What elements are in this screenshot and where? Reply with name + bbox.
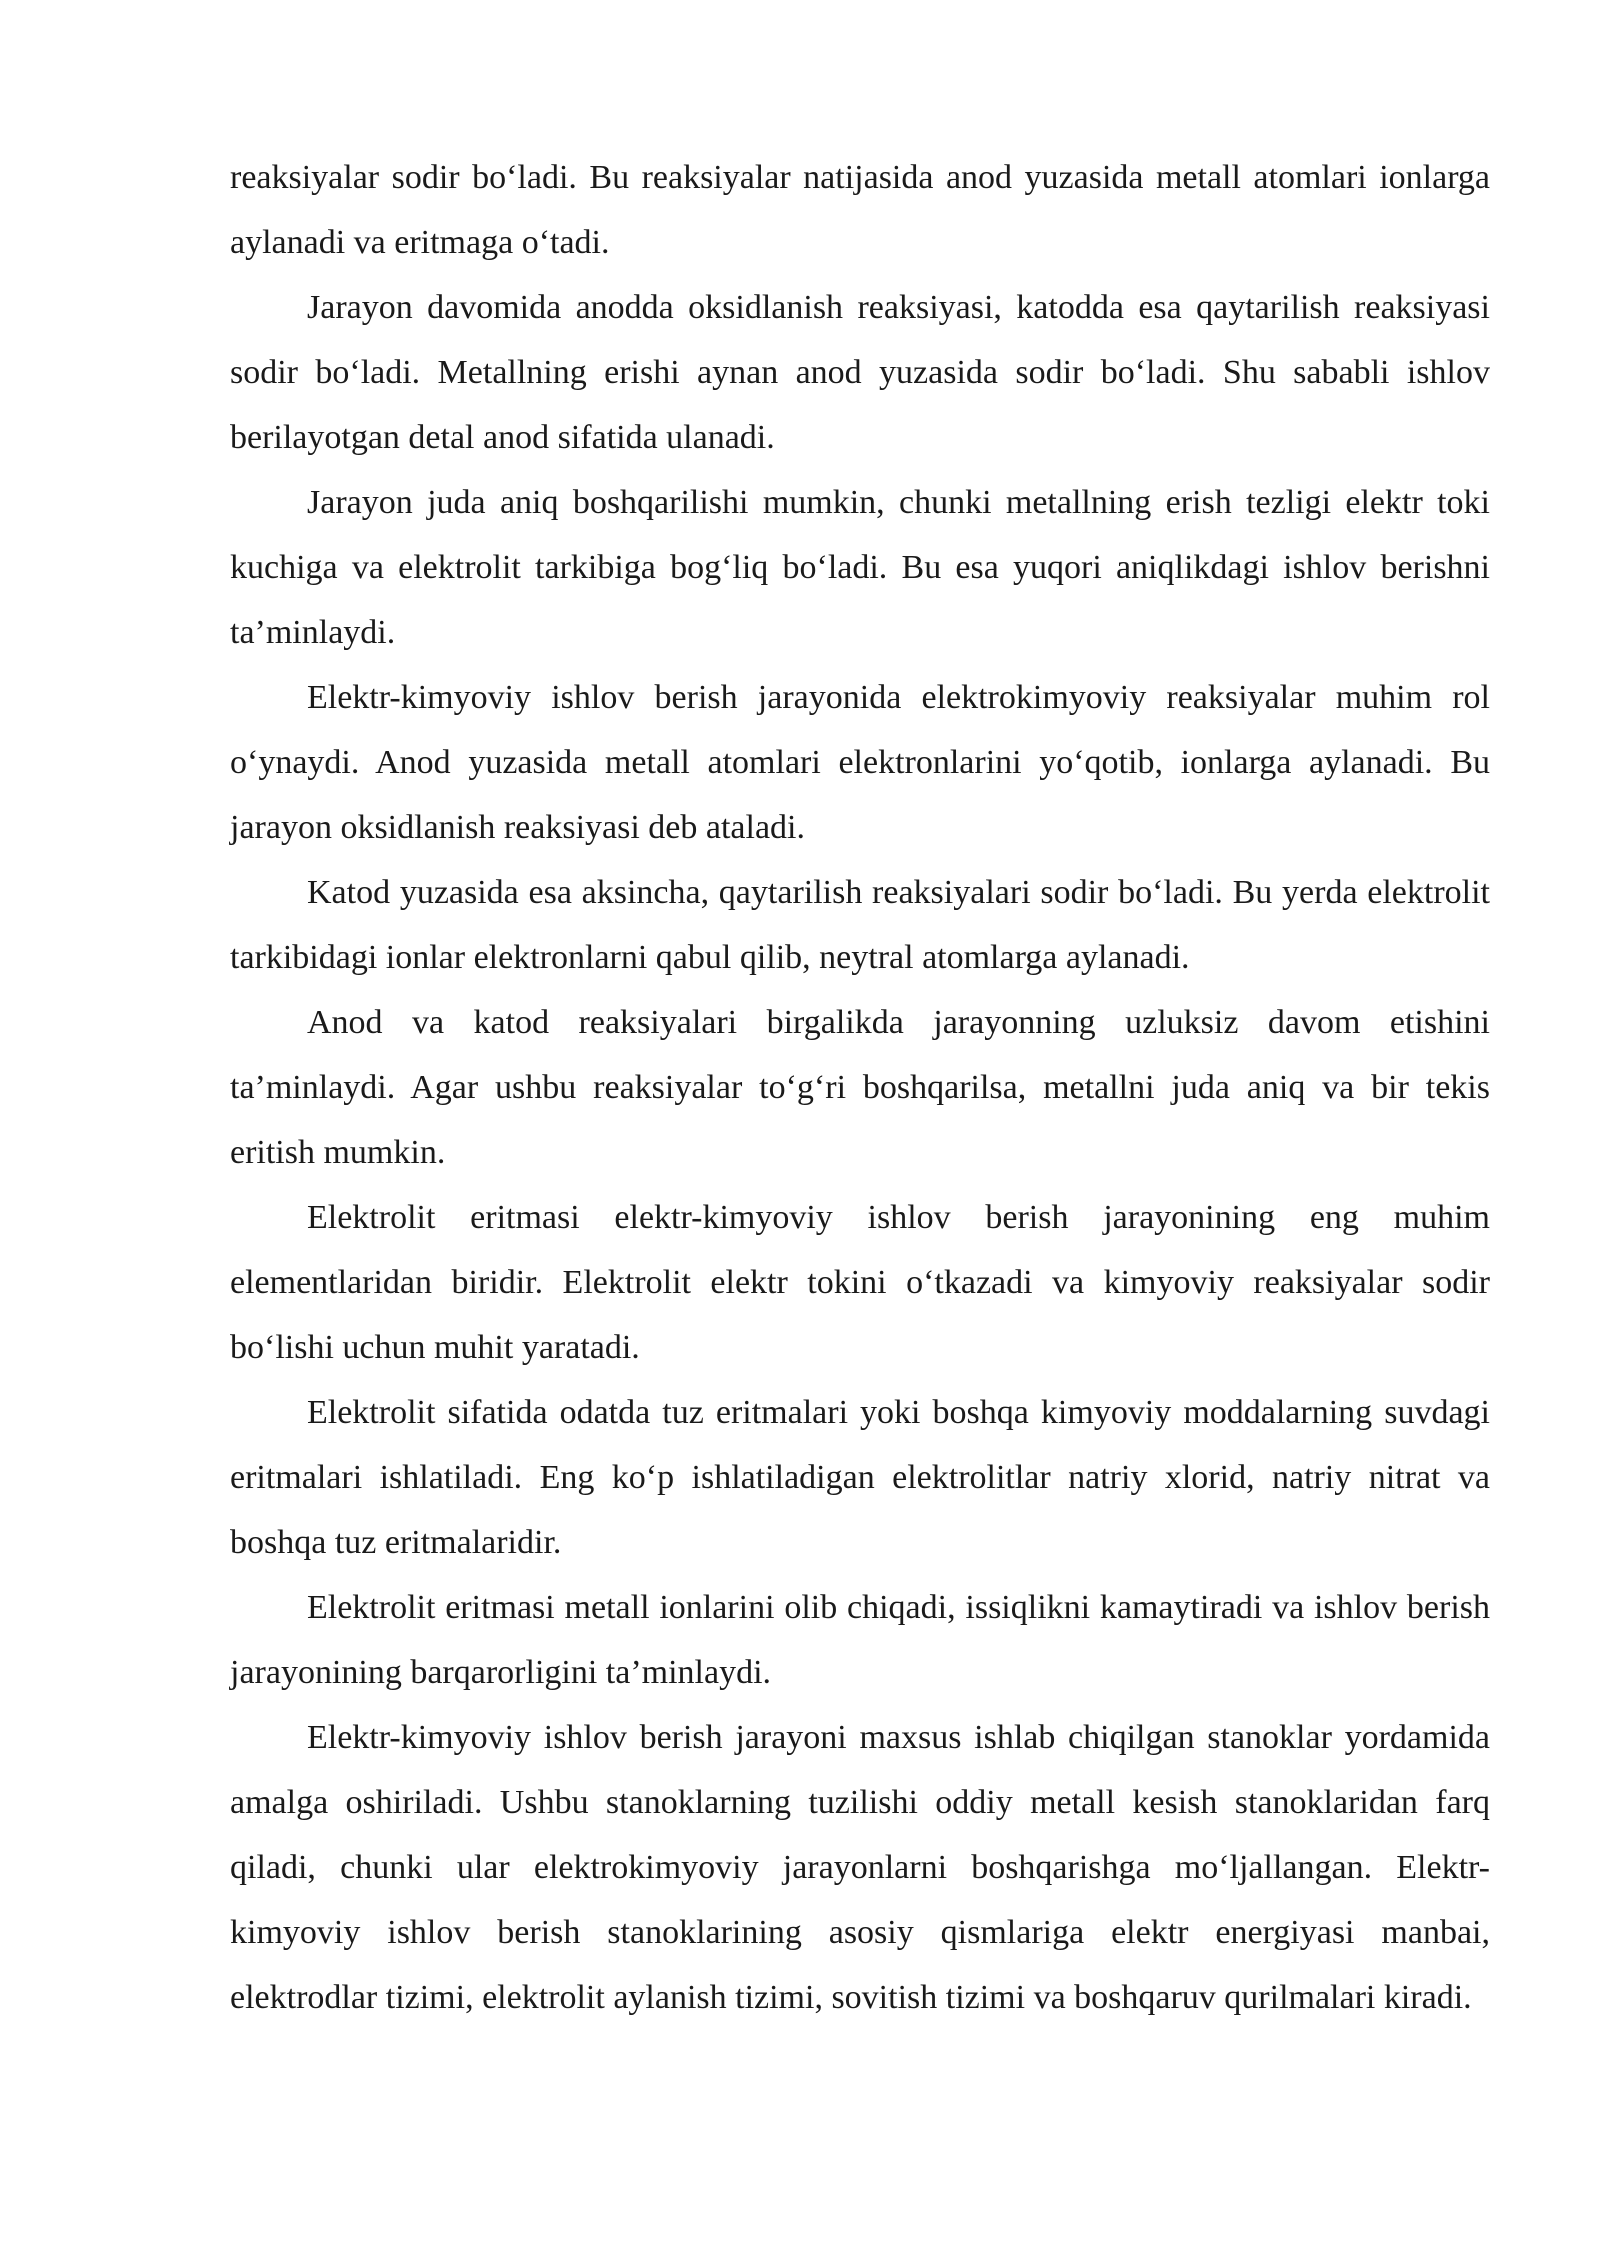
- paragraph: Jarayon juda aniq boshqarilishi mumkin, chunki metallning erish tezligi elektr toki kuchiga va elektrolit tarkibiga bog‘liq bo‘ladi. Bu esa yuqori aniqlikdagi ishlov berishni ta’minlaydi.: [230, 484, 1490, 651]
- paragraph: Jarayon davomida anodda oksidlanish reaksiyasi, katodda esa qaytarilish reaksiyasi sodir bo‘ladi. Metallning erishi aynan anod yuzasida sodir bo‘ladi. Shu sababli ishlov berilayotgan detal anod sifatida ulanadi.: [230, 289, 1490, 456]
- paragraph: Elektrolit sifatida odatda tuz eritmalari yoki boshqa kimyoviy moddalarning suvdagi eritmalari ishlatiladi. Eng ko‘p ishlatiladigan elektrolitlar natriy xlorid, natriy nitrat va boshqa tuz eritmalaridir.: [230, 1394, 1490, 1561]
- paragraph-continuation: reaksiyalar sodir bo‘ladi. Bu reaksiyalar natijasida anod yuzasida metall atomlari ionlarga aylanadi va eritmaga o‘tadi.: [230, 159, 1490, 261]
- paragraph: Anod va katod reaksiyalari birgalikda jarayonning uzluksiz davom etishini ta’minlaydi. Agar ushbu reaksiyalar to‘g‘ri boshqarilsa, metallni juda aniq va bir tekis eritish mumkin.: [230, 1004, 1490, 1171]
- paragraph: Elektr-kimyoviy ishlov berish jarayoni maxsus ishlab chiqilgan stanoklar yordamida amalga oshiriladi. Ushbu stanoklarning tuzilishi oddiy metall kesish stanoklaridan farq qiladi, chunki ular elektrokimyoviy jarayonlarni boshqarishga mo‘ljallangan. Elektr-kimyoviy ishlov berish stanoklarining asosiy qismlariga elektr energiyasi manbai, elektrodlar tizimi, elektrolit aylanish tizimi, sovitish tizimi va boshqaruv qurilmalari kiradi.: [230, 1719, 1490, 2016]
- paragraph: Elektrolit eritmasi elektr-kimyoviy ishlov berish jarayonining eng muhim elementlaridan biridir. Elektrolit elektr tokini o‘tkazadi va kimyoviy reaksiyalar sodir bo‘lishi uchun muhit yaratadi.: [230, 1199, 1490, 1366]
- document-page: [230, 145, 1490, 2030]
- paragraph: Elektr-kimyoviy ishlov berish jarayonida elektrokimyoviy reaksiyalar muhim rol o‘ynaydi. Anod yuzasida metall atomlari elektronlarini yo‘qotib, ionlarga aylanadi. Bu jarayon oksidlanish reaksiyasi deb ataladi.: [230, 679, 1490, 846]
- paragraph: Elektrolit eritmasi metall ionlarini olib chiqadi, issiqlikni kamaytiradi va ishlov berish jarayonining barqarorligini ta’minlaydi.: [230, 1589, 1490, 1691]
- paragraph: Katod yuzasida esa aksincha, qaytarilish reaksiyalari sodir bo‘ladi. Bu yerda elektrolit tarkibidagi ionlar elektronlarni qabul qilib, neytral atomlarga aylanadi.: [230, 874, 1490, 976]
